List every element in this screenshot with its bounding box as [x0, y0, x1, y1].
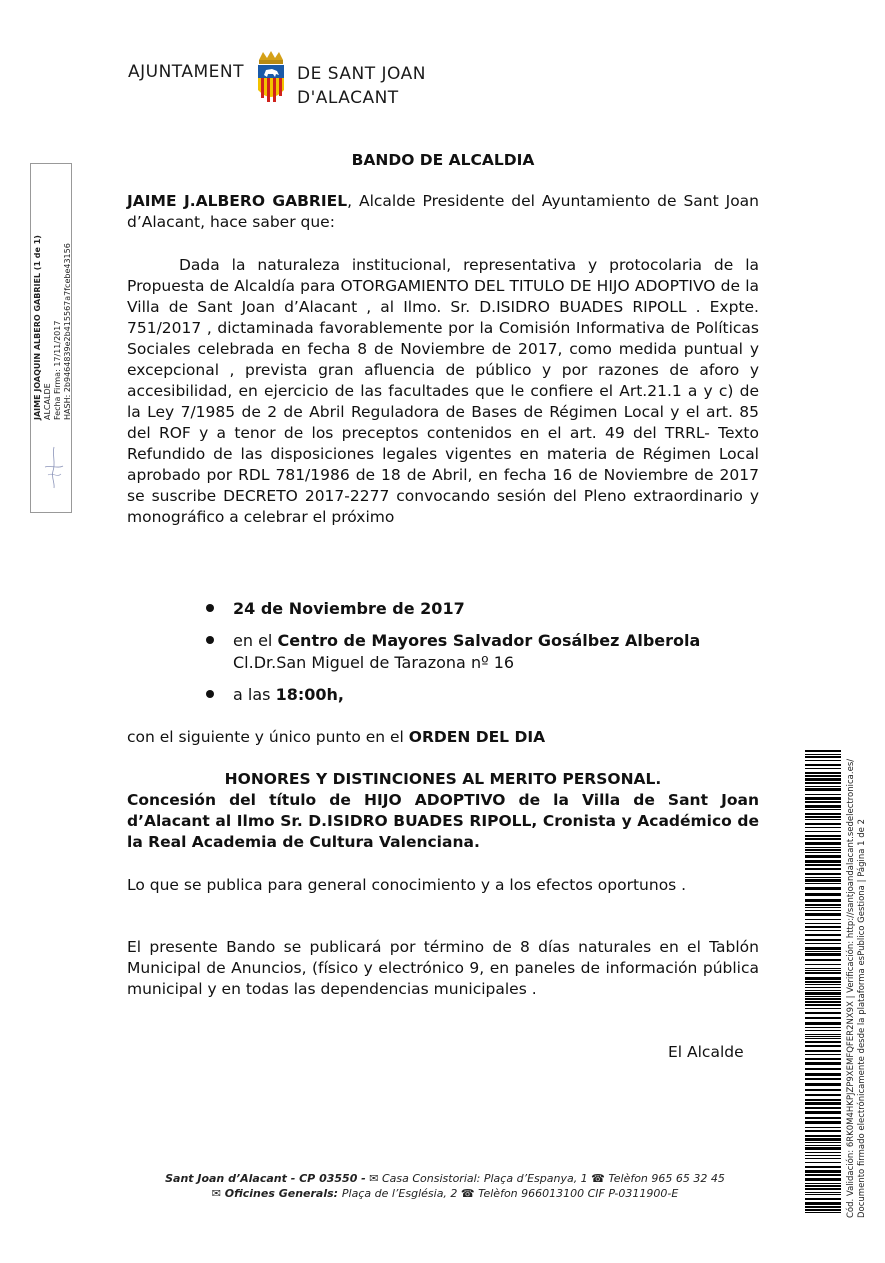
- time-prefix: a las: [233, 685, 276, 704]
- handwritten-signature-icon: [42, 445, 66, 490]
- intro-text: , Alcalde Presidente del Ayuntamiento de Sant Joan d’Alacant, hace saber que:: [127, 192, 760, 231]
- honors-text: Concesión del título de HIJO ADOPTIVO de la Villa de Sant Joan d’Alacant al Ilmo Sr. D.ISIDRO BUADES RIPOLL, Cronista y Académico de la Real Academia de Cultura Valenciana.: [127, 791, 759, 851]
- logo-text-municipality: [297, 62, 426, 110]
- barcode-icon: [805, 750, 841, 1218]
- logo-line-1: DE SANT JOAN: [297, 64, 426, 84]
- signer-name: JAIME JOAQUIN ALBERO GABRIEL (1 de 1): [33, 235, 42, 420]
- bullet-icon: [206, 636, 214, 644]
- footer-line-1: [120, 1172, 770, 1185]
- signature-hash: HASH: 2b9464839e2b415567a7fcebe43156: [63, 243, 72, 420]
- list-item-date: [204, 598, 700, 620]
- bullet-icon: [206, 604, 214, 612]
- intro-paragraph: [127, 191, 759, 233]
- session-date: 24 de Noviembre de 2017: [233, 599, 465, 618]
- logo-line-2: D'ALACANT: [297, 88, 399, 108]
- logo-text-ajuntament: AJUNTAMENT: [128, 62, 245, 82]
- list-item-place: [204, 630, 700, 674]
- validation-text: [846, 759, 868, 1218]
- honors-title: HONORES Y DISTINCIONES AL MERITO PERSONAL.: [224, 770, 662, 788]
- publication-paragraph: Lo que se publica para general conocimiento y a los efectos oportunos .: [127, 876, 687, 894]
- agenda-prefix: con el siguiente y único punto en el: [127, 728, 409, 746]
- notice-paragraph: El presente Bando se publicará por término de 8 días naturales en el Tablón Municipal de Anuncios, (físico y electrónico 9, en paneles de información pública municipal y en todas las dependencias municipales .: [127, 938, 759, 998]
- agenda-label: ORDEN DEL DIA: [408, 728, 546, 746]
- footer-line-2: [120, 1187, 770, 1200]
- place-prefix: en el: [233, 631, 278, 650]
- footer-city: Sant Joan d’Alacant - CP 03550 -: [165, 1172, 366, 1185]
- bullet-icon: [206, 690, 214, 698]
- validation-platform: Documento firmado electrónicamente desde la plataforma esPublico Gestiona | Página 1 de 2: [857, 818, 867, 1218]
- footer-consistorial: ✉ Casa Consistorial: Plaça d’Espanya, 1 ☎ Telèfon 965 65 32 45: [365, 1172, 725, 1185]
- signature-date: Fecha Firma: 17/11/2017: [53, 320, 62, 420]
- agenda-item: [127, 769, 759, 853]
- coat-of-arms-icon: [255, 50, 287, 104]
- session-details-list: [204, 598, 700, 716]
- signature-text: [33, 235, 73, 420]
- agenda-intro: [127, 727, 759, 748]
- session-time: 18:00h,: [275, 685, 344, 704]
- signer-role: ALCALDE: [43, 383, 52, 420]
- validation-code: Cód. Validación: 6RK0M4HKPJZP9XEMFQFER2NX9X | Verificación: http://santjoandalacant.sedelectronica.es/: [846, 758, 856, 1218]
- main-paragraph: Dada la naturaleza institucional, representativa y protocolaria de la Propuesta de Alcaldía para OTORGAMIENTO DEL TITULO DE HIJO ADOPTIVO de la Villa de Sant Joan d’Alacant , al Ilmo. Sr. D.ISIDRO BUADES RIPOLL . Expte. 751/2017 , dictaminada favorablemente por la Comisión Informativa de Políticas Sociales celebrada en fecha 8 de Noviembre de 2017, como medida puntual y excepcional , prevista gran afluencia de público y por razones de aforo y accesibilidad, en ejercicio de las facultades que le confiere el Art.21.1 a y c) de la Ley 7/1985 de 2 de Abril Reguladora de Bases de Régimen Local y el art. 85 del ROF y a tenor de los preceptos contenidos en el art. 49 del TRRL- Texto Refundido de las disposiciones legales vigentes en materia de Régimen Local aprobado por RDL 781/1986 de 18 de Abril, en fecha 16 de Noviembre de 2017 se suscribe DECRETO 2017-2277 convocando sesión del Pleno extraordinario y monográfico a celebrar el próximo: [127, 256, 759, 526]
- document-title: BANDO DE ALCALDIA: [351, 151, 535, 169]
- session-place: Centro de Mayores Salvador Gosálbez Alberola: [277, 631, 701, 650]
- list-item-time: [204, 684, 700, 706]
- mayor-name: JAIME J.ALBERO GABRIEL: [127, 192, 348, 210]
- footer-offices: Plaça de l’Església, 2 ☎ Telèfon 966013100 CIF P-0311900-E: [341, 1187, 679, 1200]
- closing-signature: El Alcalde: [668, 1043, 744, 1061]
- footer-offices-label: ✉ Oficines Generals:: [211, 1187, 342, 1200]
- session-address: Cl.Dr.San Miguel de Tarazona nº 16: [233, 653, 515, 672]
